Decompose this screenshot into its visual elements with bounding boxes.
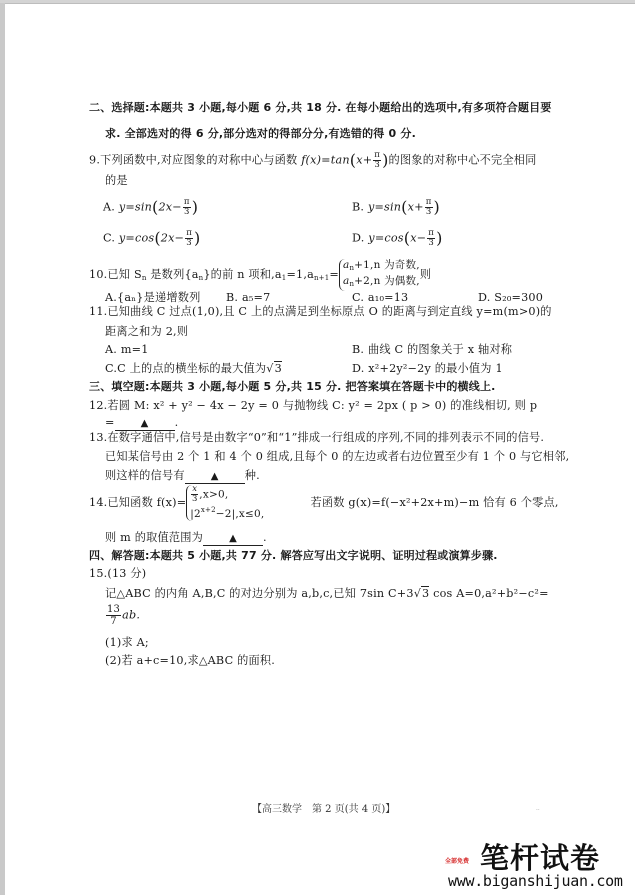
q13-stem-line3: 则这样的信号有 ▲ 种.: [105, 469, 260, 482]
q12-stem-line2: = ▲ .: [105, 416, 179, 429]
q11-option-d: D. x²+2y²−2y 的最小值为 1: [352, 362, 503, 375]
q10-option-d: D. S₂₀=300: [478, 291, 544, 304]
q11-stem-line2: 距离之和为 2,则: [105, 325, 189, 338]
watermark-url: www.biganshijuan.com: [448, 872, 623, 890]
q9-stem: 9.下列函数中,对应图象的对称中心与函数 f(x)=tan(x+ $\frac{\pi}{3}$ )的图象的对称中心不完全相同: [89, 150, 537, 170]
q12-answer-blank[interactable]: ▲: [115, 418, 175, 431]
q10-option-c: C. a₁₀=13: [352, 291, 409, 304]
q12-stem-line1: 12.若圆 M: x² + y² − 4x − 2y = 0 与抛物线 C: y² = 2px ( p > 0) 的准线相切, 则 p: [89, 399, 538, 412]
q14-piecewise: $\frac{x}{3}$ ,x>0, $|2^{x+2}-2|,x\le 0$,: [186, 485, 264, 521]
q14-answer-blank[interactable]: ▲: [203, 533, 263, 546]
q11-option-b: B. 曲线 C 的图象关于 x 轴对称: [352, 343, 513, 356]
q13-stem-line2: 已知某信号由 2 个 1 和 4 个 0 组成,且每个 0 的左边或者右边位置至少有 1 个 0 与它相邻,: [105, 450, 570, 463]
watermark-logo: [445, 836, 630, 891]
q9-stem-post: 的图象的对称中心不完全相同: [388, 153, 537, 167]
q9-option-b: B. y=sin(x+ $\frac{\pi}{3}$ ): [352, 197, 440, 217]
q10-option-a: A.{aₙ}是递增数列: [105, 291, 201, 304]
q9-option-d: D. y=cos(x− $\frac{\pi}{3}$ ): [352, 228, 443, 248]
watermark-free-tag: 全部免费: [445, 858, 470, 865]
section2-header-line1: 二、选择题:本题共 3 小题,每小题 6 分,共 18 分. 在每小题给出的选项中,有多项符合题目要: [89, 101, 552, 114]
q14-stem-line2: 则 m 的取值范围为 ▲ .: [105, 531, 267, 544]
page-footer: 【高三数学 第 2 页(共 4 页)】: [252, 804, 396, 815]
q13-answer-blank[interactable]: ▲: [185, 471, 245, 484]
q9-stem-text: 下列函数中,对应图象的对称中心与函数: [100, 153, 298, 167]
q10-stem: 10.已知 $S_n$ 是数列$\{a_n\}$的前 n 项和$,a_1=1,a_{n+1}=$ $a_n+1,n$ 为奇数, $a_n+2,n$ 为偶数, 则: [89, 259, 431, 291]
q14-stem-line1: 14.已知函数 f(x)= $\frac{x}{3}$ ,x>0, $|2^{x+2}-2|,x\le 0$, 若函数 g(x)=f(−x²+2x+m)−m 恰有 6 个零点,: [89, 484, 559, 520]
q9-func: f(x)=tan: [301, 153, 350, 167]
q15-part1: (1)求 A;: [105, 636, 149, 649]
q10-piecewise: $a_n+1,n$ 为奇数, $a_n+2,n$ 为偶数,: [339, 259, 420, 291]
section3-header: 三、填空题:本题共 3 小题,每小题 5 分,共 15 分. 把答案填在答题卡中的横线上.: [89, 380, 496, 393]
q15-stem-line1: 记△ABC 的内角 A,B,C 的对边分别为 a,b,c,已知 7sin C+3√3 cos A=0,a²+b²−c²=: [105, 587, 549, 600]
q9-arg: x+: [356, 153, 373, 167]
q11-option-a: A. m=1: [105, 343, 149, 356]
q9-option-c: C. y=cos(2x− $\frac{\pi}{3}$ ): [103, 228, 201, 248]
q9-fraction: $\frac{\pi}{3}$: [374, 150, 381, 170]
section4-header: 四、解答题:本题共 5 小题,共 77 分. 解答应写出文字说明、证明过程或演算步骤.: [89, 549, 498, 562]
q15-stem-line2: $\frac{13}{7}$ ab.: [107, 604, 141, 627]
q15-heading: 15.(13 分): [89, 567, 147, 580]
watermark-title: 笔杆试卷: [480, 841, 601, 875]
q9-option-a: A. y=sin(2x− $\frac{\pi}{3}$ ): [103, 197, 199, 217]
q10-option-b: B. a₅=7: [226, 291, 271, 304]
q13-stem-line1: 13.在数字通信中,信号是由数字“0”和“1”排成一行组成的序列,不同的排列表示不同的信号.: [89, 431, 545, 444]
q9-stem-line2: 的是: [105, 174, 128, 187]
q15-part2: (2)若 a+c=10,求△ABC 的面积.: [105, 654, 276, 667]
q9-number: 9.: [89, 153, 101, 167]
q11-stem-line1: 11.已知曲线 C 过点(1,0),且 C 上的点满足到坐标原点 O 的距离与到定直线 y=m(m>0)的: [89, 305, 552, 318]
footer-mark: --: [536, 807, 540, 813]
q11-option-c: C.C 上的点的横坐标的最大值为√3: [105, 362, 282, 375]
section2-header-line2: 求. 全部选对的得 6 分,部分选对的得部分分,有选错的得 0 分.: [105, 127, 416, 140]
